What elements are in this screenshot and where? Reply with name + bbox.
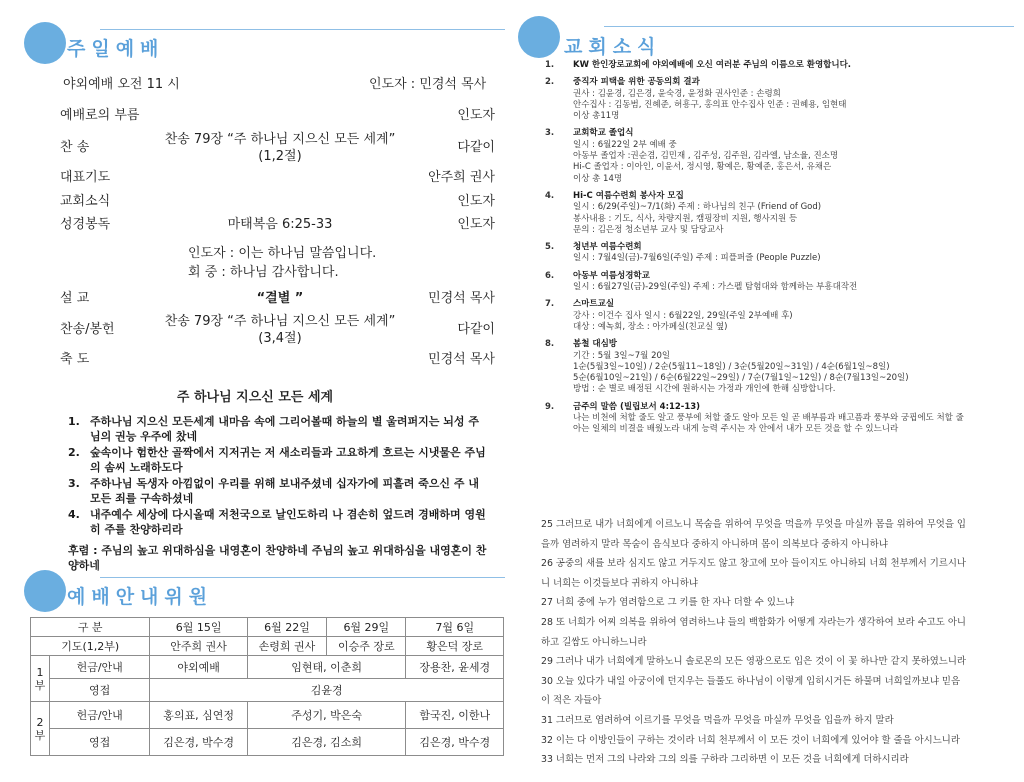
table-cell: 영접	[50, 679, 150, 702]
response-congregation: 회 중 : 하나님 감사합니다.	[188, 265, 339, 280]
news-detail: 아동부 졸업자 :권순겸, 김민재 , 김주성, 김주원, 김라엘, 남소율, 진소명	[573, 151, 839, 162]
worship-time: 야외예배 오전 11 시	[63, 77, 180, 92]
scripture-line: 니 너희는 이것들보다 귀하지 아니하냐	[541, 577, 698, 589]
table-cell: 황은덕 장로	[406, 637, 504, 656]
order-leader: 안주희 권사	[428, 170, 495, 185]
news-detail: 5순(6월10일~21일) / 6순(6월22일~29일) / 7순(7월1일~12일) / 8순(7월13일~20일)	[573, 373, 909, 384]
divider	[604, 26, 1014, 27]
scripture-line: 27 너희 중에 누가 염려함으로 그 키를 한 자나 더할 수 있느냐	[541, 597, 795, 609]
news-title: 금주의 말씀 (빌립보서 4:12-13)	[573, 401, 701, 412]
table-cell: 김은경, 김소희	[247, 729, 406, 756]
order-leader: 인도자	[457, 108, 495, 123]
news-detail: 일시 : 7월4일(금)-7월6일(주일) 주제 : 피플퍼즐 (People Puzzle)	[573, 253, 821, 264]
news-detail: 일시 : 6월27일(금)-29일(주일) 주제 : 가스펠 탐험대와 함께하는 부흥대작전	[573, 282, 858, 293]
news-number: 3.	[545, 128, 555, 139]
news-title: KW 한인장로교회에 야외예배에 오신 여러분 주님의 이름으로 환영합니다.	[573, 60, 852, 70]
table-cell: 6월 29일	[327, 618, 406, 637]
table-row	[31, 702, 504, 729]
table-cell: 장용찬, 윤세경	[406, 656, 504, 679]
table-cell: 주성기, 박은숙	[247, 702, 406, 729]
list-item	[545, 242, 1015, 265]
scripture-line: 이 적은 자들아	[541, 695, 602, 707]
news-detail: 대상 : 예녹회, 장소 : 아가페실(친교실 옆)	[573, 321, 728, 332]
order-content: 마태복음 6:25-33	[227, 217, 333, 232]
order-label: 성경봉독	[60, 217, 111, 232]
table-cell: 영접	[50, 729, 150, 756]
order-content-verses: (1,2절)	[258, 149, 302, 164]
news-title: 청년부 여름수련회	[573, 242, 642, 253]
news-number: 2.	[545, 77, 555, 88]
table-row	[31, 618, 504, 637]
news-title: 봄철 대심방	[573, 339, 618, 350]
scripture-line: 28 또 너희가 어찌 의복을 위하여 염려하느냐 들의 백합화가 어떻게 자라는가 생각하여 보라 수고도 아니	[541, 616, 966, 628]
table-row	[31, 679, 504, 702]
table-cell: 7월 6일	[406, 618, 504, 637]
table-cell: 함국진, 이한나	[406, 702, 504, 729]
order-label: 축 도	[60, 352, 90, 367]
order-leader: 민경석 목사	[428, 352, 495, 367]
news-title: 교회학교 졸업식	[573, 128, 634, 139]
list-item	[545, 191, 1015, 236]
divider	[100, 29, 505, 30]
scripture-line: 30 오늘 있다가 내일 아궁이에 던지우는 들풀도 하나님이 이렇게 입히시거든 하물며 너희일까보냐 믿음	[541, 675, 960, 687]
table-cell: 손령희 권사	[247, 637, 326, 656]
scripture-line: 32 이는 다 이방인들이 구하는 것이라 너희 천부께서 이 모든 것이 너희에게 있어야 할 줄을 아시느니라	[541, 734, 960, 746]
table-cell: 기도(1,2부)	[31, 637, 150, 656]
news-detail: 안수집사 : 김동범, 진혜준, 허흥구, 홍의표 안수집사 인준 : 권혜용, 임현태	[573, 99, 847, 110]
scripture-line: 33 너희는 먼저 그의 나라와 그의 의를 구하라 그리하면 이 모든 것을 너희에게 더하시리라	[541, 754, 909, 766]
news-number: 4.	[545, 190, 555, 201]
news-title: 아동부 여름성경학교	[573, 270, 650, 281]
news-number: 7.	[545, 299, 555, 310]
hymn-title: 주 하나님 지으신 모든 세계	[176, 390, 334, 405]
section-circle-icon	[518, 16, 560, 58]
list-item	[545, 339, 1015, 395]
list-item	[545, 299, 1015, 333]
order-leader: 인도자	[457, 217, 495, 232]
roster-title: 예배안내위원	[67, 586, 214, 608]
scripture-passage	[541, 515, 1019, 770]
scripture-line: 29 그러나 내가 너희에게 말하노니 솔로몬의 모든 영광으로도 입은 것이 이 꽃 하나만 같지 못하였느니라	[541, 656, 966, 668]
hymn-refrain: 후렴 : 주님의 높고 위대하심을 내영혼이 찬양하네 주님의 높고 위대하심을 내영혼이 찬양하네	[68, 544, 487, 572]
order-content-verses: (3,4절)	[258, 331, 302, 346]
table-cell: 헌금/안내	[50, 656, 150, 679]
order-leader: 다같이	[457, 140, 495, 155]
scripture-line: 26 공중의 새를 보라 심지도 않고 거두지도 않고 창고에 모아 들이지도 아니하되 너희 천부께서 기르시나	[541, 558, 966, 570]
order-label: 설 교	[60, 291, 90, 306]
scripture-line: 을까 염려하지 말라 목숨이 음식보다 중하지 아니하며 몸이 의복보다 중하지 아니하냐	[541, 538, 888, 550]
order-leader: 다같이	[457, 322, 495, 337]
order-leader: 인도자	[457, 194, 495, 209]
scripture-line: 25 그러므로 내가 너희에게 이르노니 목숨을 위하여 무엇을 먹을까 무엇을 마실까 몸을 위하여 무엇을 입	[541, 519, 966, 530]
order-content: 찬송 79장 “주 하나님 지으신 모든 세계”	[164, 314, 396, 329]
news-detail: 방법 : 순 별로 배정된 시간에 원하시는 가정과 개인에 한해 심방합니다.	[573, 384, 836, 395]
hymn-verse: 3. 주하나님 독생자 아낌없이 우리를 위해 보내주셨네 십자가에 피흘려 죽으신 주 내 모든 죄를 구속하셨네	[68, 477, 479, 505]
table-cell: 홍의표, 심연정	[150, 702, 247, 729]
order-leader: 민경석 목사	[428, 291, 495, 306]
news-detail: Hi-C 졸업자 : 이아인, 이윤서, 정시영, 황예은, 황예준, 홍은서, 유채은	[573, 162, 832, 173]
worship-title: 주일예배	[67, 38, 165, 60]
news-detail: 문의 : 김은정 청소년부 교사 및 담당교사	[573, 224, 724, 235]
table-cell: 구 분	[31, 618, 150, 637]
scripture-line: 31 그러므로 염려하여 이르기를 무엇을 먹을까 무엇을 마실까 무엇을 입을까 하지 말라	[541, 714, 894, 726]
list-item	[545, 128, 1015, 184]
news-title: 스마트교실	[573, 299, 615, 310]
news-number: 1.	[545, 60, 555, 70]
table-cell: 임현태, 이춘희	[247, 656, 406, 679]
news-title: 교회소식	[564, 36, 662, 58]
table-cell: 야외예배	[150, 656, 247, 679]
order-label: 대표기도	[60, 170, 111, 185]
table-row	[31, 656, 504, 679]
list-item	[545, 77, 1015, 122]
news-list	[545, 60, 1015, 442]
news-detail: 일시 : 6월22일 2부 예배 중	[573, 139, 677, 150]
news-detail: 봉사내용 : 기도, 식사, 차량지원, 캠핑장비 지원, 행사지원 등	[573, 213, 798, 224]
table-cell: 안주희 권사	[150, 637, 247, 656]
table-cell: 6월 15일	[150, 618, 247, 637]
hymn-verse: 2. 숲속이나 험한산 골짝에서 지저귀는 저 새소리들과 고요하게 흐르는 시냇물은 주님의 솜씨 노래하도다	[68, 446, 486, 474]
table-cell: 이승주 장로	[327, 637, 406, 656]
section-circle-icon	[24, 22, 66, 64]
response-leader: 인도자 : 이는 하나님 말씀입니다.	[188, 246, 377, 261]
table-cell: 김은경, 박수경	[150, 729, 247, 756]
news-detail: 강사 : 이건수 집사 일시 : 6월22일, 29일(주일 2부예배 후)	[573, 310, 793, 321]
news-detail: 아는 일체의 비결을 배웠노라 내게 능력 주시는 자 안에서 내가 모든 것을 할 수 있느니라	[573, 424, 899, 435]
news-detail: 1순(5월3일~10일) / 2순(5월11~18일) / 3순(5월20일~31일) / 4순(6월1일~8일)	[573, 361, 890, 372]
list-item	[545, 402, 1015, 436]
news-detail: 기간 : 5월 3일~7월 20일	[573, 350, 671, 361]
order-label: 찬송/봉헌	[60, 322, 115, 337]
news-title: 중직자 피택을 위한 공동의회 결과	[573, 77, 700, 88]
news-number: 5.	[545, 242, 555, 253]
list-item	[545, 60, 1015, 71]
section-circle-icon	[24, 570, 66, 612]
order-label: 예배로의 부름	[60, 108, 140, 123]
part-label: 1 부	[31, 656, 50, 702]
table-cell: 헌금/안내	[50, 702, 150, 729]
news-detail: 권사 : 김윤경, 김은경, 윤숙경, 윤정화 권사인준 : 손령희	[573, 88, 781, 99]
sermon-title: “결별 ”	[256, 291, 304, 306]
news-title: Hi-C 여름수련회 봉사자 모집	[573, 190, 684, 201]
news-number: 8.	[545, 339, 555, 350]
list-item	[545, 271, 1015, 294]
table-cell: 김윤경	[150, 679, 504, 702]
part-label: 2 부	[31, 702, 50, 756]
news-number: 6.	[545, 270, 555, 281]
roster-table	[30, 617, 504, 756]
table-cell: 김은경, 박수경	[406, 729, 504, 756]
hymn-verse: 4. 내주예수 세상에 다시올때 저천국으로 날인도하리 나 겸손히 엎드려 경배하며 영원히 주를 찬양하리라	[68, 508, 486, 536]
hymn-lyrics	[68, 415, 488, 539]
order-label: 교회소식	[60, 194, 111, 209]
divider	[100, 577, 505, 578]
news-detail: 이상 총 14명	[573, 173, 623, 184]
table-cell: 6월 22일	[247, 618, 326, 637]
scripture-line: 하고 길쌈도 아니하느니라	[541, 636, 647, 648]
table-row	[31, 729, 504, 756]
hymn-verse: 1. 주하나님 지으신 모든세계 내마음 속에 그리어볼때 하늘의 별 울려퍼지는 뇌성 주님의 권능 우주에 찼네	[68, 415, 479, 443]
table-row	[31, 637, 504, 656]
news-detail: 나는 비천에 처할 줄도 알고 풍부에 처할 줄도 알아 모든 일 곧 배부름과 배고픔과 풍부와 궁핍에도 처할 줄	[573, 413, 964, 424]
news-number: 9.	[545, 401, 555, 412]
news-detail: 이상 총11명	[573, 111, 620, 122]
news-detail: 일시 : 6/29(주일)~7/1(화) 주제 : 하나님의 친구 (Friend of God)	[573, 202, 822, 213]
order-content: 찬송 79장 “주 하나님 지으신 모든 세계”	[164, 132, 396, 147]
order-label: 찬 송	[60, 140, 90, 155]
worship-leader: 인도자 : 민경석 목사	[369, 77, 487, 92]
